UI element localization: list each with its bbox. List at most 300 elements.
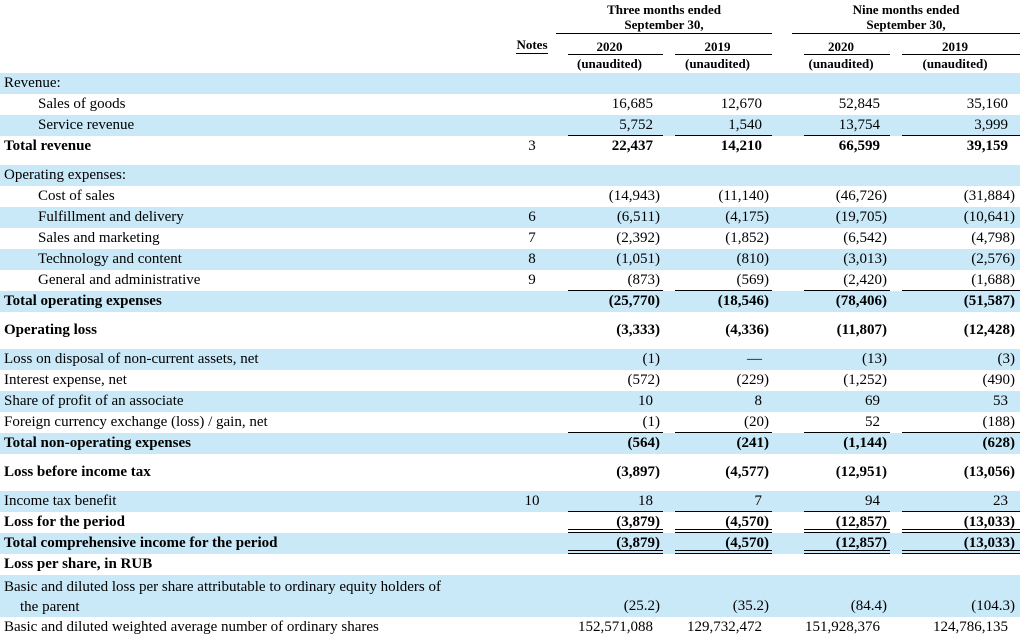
value-cell (556, 349, 663, 370)
value-text: (31,884) (963, 188, 1016, 204)
year-header-3m-2020: 2020 (556, 34, 663, 55)
value-text: 124,786,135 (933, 619, 1009, 635)
value-cell (890, 165, 1020, 186)
spacer-row (0, 341, 1020, 349)
value-text: (873) (627, 272, 660, 288)
value-cell (792, 575, 890, 617)
value-cell (890, 412, 1020, 433)
column-gap (772, 270, 792, 291)
table-row (0, 136, 1020, 157)
value-cell (663, 575, 772, 617)
value-cell (663, 186, 772, 207)
value-text: (4,798) (971, 230, 1016, 246)
value-text: (2,576) (971, 251, 1016, 267)
value-text: (4,570) (725, 514, 770, 530)
period-group-line1: Three months ended (607, 2, 721, 17)
value-cell (792, 370, 890, 391)
spacer-cell (0, 312, 1020, 320)
value-text: 16,685 (611, 96, 653, 112)
value-text: 5,752 (619, 117, 653, 133)
note-cell: 3 (528, 138, 536, 154)
value-text: (84.4) (850, 598, 888, 614)
value-cell (792, 412, 890, 433)
value-cell (890, 512, 1020, 533)
value-cell (890, 554, 1020, 575)
row-label: Total operating expenses (4, 293, 162, 309)
column-gap (772, 55, 792, 73)
value-text: (46,726) (835, 188, 888, 204)
period-group-line2: September 30, (624, 17, 704, 32)
value-text: 53 (993, 393, 1009, 409)
table-row (0, 207, 1020, 228)
value-text: 52 (865, 414, 881, 430)
column-gap (772, 575, 792, 617)
value-cell (792, 291, 890, 312)
value-cell (556, 115, 663, 136)
value-cell (556, 512, 663, 533)
note-cell (508, 349, 556, 370)
value-text: 39,159 (966, 138, 1009, 154)
table-row (0, 94, 1020, 115)
value-text: 129,732,472 (687, 619, 763, 635)
value-text: (12,951) (835, 464, 888, 480)
value-cell (890, 433, 1020, 454)
column-gap (772, 349, 792, 370)
row-label: Total comprehensive income for the period (4, 535, 278, 551)
value-text: (11,807) (836, 322, 888, 338)
value-cell (792, 73, 890, 94)
value-text: (19,705) (835, 209, 888, 225)
row-label: Loss for the period (4, 514, 125, 530)
value-text: — (747, 351, 763, 367)
value-cell (556, 433, 663, 454)
value-text: (3) (997, 351, 1016, 367)
value-text: (104.3) (971, 598, 1016, 614)
value-text: 8 (754, 393, 763, 409)
value-text: (4,336) (725, 322, 770, 338)
header-empty-label (0, 0, 508, 34)
header-group-row (0, 0, 1020, 34)
value-cell (663, 370, 772, 391)
row-label-line1: Basic and diluted loss per share attributable to ordinary equity holders of (4, 579, 441, 595)
value-cell (890, 349, 1020, 370)
value-cell (663, 73, 772, 94)
column-gap (772, 491, 792, 512)
value-cell (663, 207, 772, 228)
table-row (0, 370, 1020, 391)
table-row (0, 186, 1020, 207)
value-cell (556, 370, 663, 391)
period-group-nine-months (792, 0, 1020, 34)
table-row (0, 554, 1020, 575)
value-text: 13,754 (838, 117, 881, 133)
note-cell (508, 94, 556, 115)
value-cell (792, 186, 890, 207)
value-cell (792, 136, 890, 157)
spacer-row (0, 483, 1020, 491)
value-text: (572) (627, 372, 660, 388)
column-gap (772, 533, 792, 554)
table-row (0, 391, 1020, 412)
table-row (0, 512, 1020, 533)
table-row (0, 291, 1020, 312)
value-text: 22,437 (611, 138, 653, 154)
value-text: (3,897) (616, 464, 660, 480)
value-text: (25,770) (608, 293, 660, 309)
row-label: Sales of goods (38, 96, 126, 112)
spacer-cell (0, 341, 1020, 349)
spacer-row (0, 312, 1020, 320)
value-text: (1,051) (616, 251, 660, 267)
value-cell (890, 391, 1020, 412)
value-text: 152,571,088 (578, 619, 653, 635)
year-header-3m-2019: 2019 (663, 34, 772, 55)
value-cell (556, 136, 663, 157)
row-label: Sales and marketing (38, 230, 160, 246)
note-cell (508, 554, 556, 575)
value-cell (792, 249, 890, 270)
value-cell (556, 533, 663, 554)
value-cell (556, 412, 663, 433)
table-row (0, 249, 1020, 270)
note-cell (508, 412, 556, 433)
value-text: (1,852) (725, 230, 770, 246)
value-cell (663, 136, 772, 157)
note-cell (508, 73, 556, 94)
value-text: (35.2) (732, 598, 770, 614)
value-cell (890, 462, 1020, 483)
row-label: Operating loss (4, 322, 97, 338)
row-label: Total revenue (4, 138, 92, 154)
value-text: 3,999 (974, 117, 1009, 133)
table-body (0, 73, 1020, 638)
value-text: 35,160 (966, 96, 1009, 112)
value-text: (14,943) (608, 188, 660, 204)
header-empty-note (508, 55, 556, 73)
value-cell (792, 554, 890, 575)
note-cell (508, 186, 556, 207)
value-text: (11,140) (718, 188, 770, 204)
period-group-three-months (556, 0, 772, 34)
column-gap (772, 136, 792, 157)
column-gap (772, 207, 792, 228)
value-text: (569) (736, 272, 770, 288)
column-gap (772, 412, 792, 433)
note-cell: 10 (524, 493, 540, 509)
value-cell (663, 491, 772, 512)
value-cell (556, 165, 663, 186)
period-group-line2: September 30, (866, 17, 946, 32)
row-label: General and administrative (38, 272, 201, 288)
value-cell (792, 115, 890, 136)
value-cell (890, 291, 1020, 312)
note-cell (508, 320, 556, 341)
value-text: (10,641) (963, 209, 1016, 225)
value-cell (556, 270, 663, 291)
value-text: 10 (638, 393, 653, 409)
table-row (0, 533, 1020, 554)
spacer-cell (0, 483, 1020, 491)
notes-header-label: Notes (516, 37, 548, 52)
value-text: (1,144) (843, 435, 888, 451)
value-cell (792, 533, 890, 554)
table-row (0, 165, 1020, 186)
table-row (0, 228, 1020, 249)
value-text: (241) (736, 435, 770, 451)
column-gap (772, 34, 792, 55)
value-text: (3,013) (843, 251, 888, 267)
table-row (0, 349, 1020, 370)
value-cell (663, 412, 772, 433)
value-text: (4,175) (725, 209, 770, 225)
note-cell: 7 (528, 230, 536, 246)
value-cell (663, 291, 772, 312)
value-text: (51,587) (963, 293, 1016, 309)
value-cell (890, 94, 1020, 115)
value-cell (663, 228, 772, 249)
value-cell (890, 207, 1020, 228)
column-gap (772, 320, 792, 341)
row-label: Basic and diluted weighted average number of ordinary shares (4, 619, 379, 635)
note-cell: 8 (528, 251, 536, 267)
note-cell: 9 (528, 272, 536, 288)
note-cell (508, 433, 556, 454)
value-text: 18 (638, 493, 653, 509)
column-gap (772, 512, 792, 533)
row-label: Cost of sales (38, 188, 115, 204)
value-cell (556, 291, 663, 312)
value-cell (663, 115, 772, 136)
column-gap (772, 73, 792, 94)
column-gap (772, 115, 792, 136)
note-cell (508, 533, 556, 554)
value-text: (1) (642, 351, 660, 367)
row-label-line2: the parent (20, 599, 80, 615)
table-row (0, 491, 1020, 512)
value-cell (792, 491, 890, 512)
value-text: (628) (982, 435, 1016, 451)
row-label: Technology and content (38, 251, 182, 267)
value-cell (792, 94, 890, 115)
column-gap (772, 391, 792, 412)
spacer-cell (0, 454, 1020, 462)
value-text: (564) (627, 435, 660, 451)
value-text: (12,857) (835, 535, 888, 551)
value-text: 52,845 (838, 96, 881, 112)
value-cell (890, 186, 1020, 207)
row-label: Foreign currency exchange (loss) / gain, net (4, 414, 268, 430)
row-label: Service revenue (38, 117, 135, 133)
value-text: 151,928,376 (805, 619, 881, 635)
value-text: (810) (736, 251, 770, 267)
value-cell (792, 270, 890, 291)
value-text: (20) (744, 414, 770, 430)
value-cell (890, 575, 1020, 617)
row-label: Income tax benefit (4, 493, 117, 509)
value-text: 94 (865, 493, 881, 509)
spacer-cell (0, 157, 1020, 165)
value-cell (556, 554, 663, 575)
value-cell (556, 491, 663, 512)
value-cell (890, 73, 1020, 94)
value-cell (890, 249, 1020, 270)
unaudited-label: (unaudited) (808, 56, 874, 71)
value-text: (78,406) (835, 293, 888, 309)
unaudited-label: (unaudited) (576, 56, 643, 71)
header-empty-label (0, 55, 508, 73)
column-gap (772, 370, 792, 391)
value-text: (229) (736, 372, 770, 388)
unaudited-label: (unaudited) (922, 56, 988, 71)
value-cell (556, 94, 663, 115)
row-label: Total non-operating expenses (4, 435, 191, 451)
value-text: (13,033) (963, 514, 1016, 530)
value-cell (792, 391, 890, 412)
value-text: 1,540 (728, 117, 763, 133)
note-cell (508, 165, 556, 186)
value-cell (890, 533, 1020, 554)
value-text: (1,688) (971, 272, 1016, 288)
value-cell (556, 207, 663, 228)
header-empty-label (0, 34, 508, 55)
table-row (0, 462, 1020, 483)
value-cell (890, 320, 1020, 341)
column-gap (772, 165, 792, 186)
table-header (0, 0, 1020, 73)
value-cell (792, 462, 890, 483)
value-text: (3,879) (616, 535, 660, 551)
value-cell (663, 554, 772, 575)
note-cell (508, 370, 556, 391)
table-row (0, 270, 1020, 291)
row-label: Operating expenses: (4, 167, 127, 183)
value-text: (6,511) (616, 209, 660, 225)
row-label: Fulfillment and delivery (38, 209, 184, 225)
table-row (0, 115, 1020, 136)
column-gap (772, 462, 792, 483)
value-text: (490) (982, 372, 1016, 388)
value-text: (12,857) (835, 514, 888, 530)
value-cell (663, 462, 772, 483)
table-row (0, 73, 1020, 94)
value-cell (890, 270, 1020, 291)
value-text: 12,670 (720, 96, 763, 112)
value-text: (1) (642, 414, 660, 430)
header-empty-note (508, 0, 556, 34)
row-label: Loss before income tax (4, 464, 151, 480)
value-cell (890, 136, 1020, 157)
value-cell (556, 462, 663, 483)
value-text: (3,879) (616, 514, 660, 530)
value-text: (4,577) (725, 464, 770, 480)
row-label: Loss per share, in RUB (4, 556, 153, 572)
note-cell (508, 291, 556, 312)
value-cell (792, 320, 890, 341)
value-text: (13,056) (963, 464, 1016, 480)
value-text: (25.2) (623, 598, 660, 614)
value-cell (556, 249, 663, 270)
year-header-9m-2020: 2020 (792, 34, 890, 55)
value-cell (556, 575, 663, 617)
column-gap (772, 433, 792, 454)
row-label: Loss on disposal of non-current assets, net (4, 351, 259, 367)
value-cell (556, 320, 663, 341)
value-text: 7 (754, 493, 763, 509)
value-cell (556, 186, 663, 207)
row-label: Share of profit of an associate (4, 393, 184, 409)
column-gap (772, 249, 792, 270)
value-cell (792, 207, 890, 228)
value-cell (792, 228, 890, 249)
value-cell (890, 228, 1020, 249)
note-cell: 6 (528, 209, 536, 225)
value-cell (792, 512, 890, 533)
table-row (0, 320, 1020, 341)
value-text: (18,546) (717, 293, 770, 309)
note-cell (508, 575, 556, 617)
value-text: (4,570) (725, 535, 770, 551)
header-unaudited-row (0, 55, 1020, 73)
value-text: 69 (865, 393, 881, 409)
column-gap (772, 0, 792, 34)
row-label: Interest expense, net (4, 372, 127, 388)
spacer-row (0, 157, 1020, 165)
value-text: (3,333) (616, 322, 660, 338)
value-text: 14,210 (720, 138, 763, 154)
value-cell (663, 94, 772, 115)
value-cell (663, 391, 772, 412)
column-gap (772, 94, 792, 115)
value-text: (1,252) (843, 372, 888, 388)
value-text: (188) (982, 414, 1016, 430)
value-cell (663, 165, 772, 186)
value-cell (890, 370, 1020, 391)
value-cell (663, 270, 772, 291)
row-label (0, 575, 508, 617)
spacer-row (0, 454, 1020, 462)
value-cell (792, 433, 890, 454)
column-gap (772, 291, 792, 312)
value-cell (556, 391, 663, 412)
notes-column-header (508, 34, 556, 55)
value-text: 66,599 (838, 138, 881, 154)
value-text: (2,420) (843, 272, 888, 288)
value-cell (890, 491, 1020, 512)
table-row (0, 412, 1020, 433)
note-cell (508, 462, 556, 483)
value-text: (13) (862, 351, 888, 367)
header-year-row (0, 34, 1020, 55)
value-cell (556, 228, 663, 249)
table-row (0, 575, 1020, 617)
period-group-line1: Nine months ended (852, 2, 960, 17)
row-label: Revenue: (4, 75, 61, 91)
value-cell (890, 115, 1020, 136)
value-text: (6,542) (843, 230, 888, 246)
column-gap (772, 186, 792, 207)
column-gap (772, 228, 792, 249)
value-cell (663, 433, 772, 454)
value-text: (13,033) (963, 535, 1016, 551)
column-gap (772, 554, 792, 575)
value-cell (663, 349, 772, 370)
value-cell (556, 73, 663, 94)
value-cell (663, 320, 772, 341)
value-text: (2,392) (616, 230, 660, 246)
note-cell (508, 115, 556, 136)
year-header-9m-2019: 2019 (890, 34, 1020, 55)
value-cell (663, 249, 772, 270)
